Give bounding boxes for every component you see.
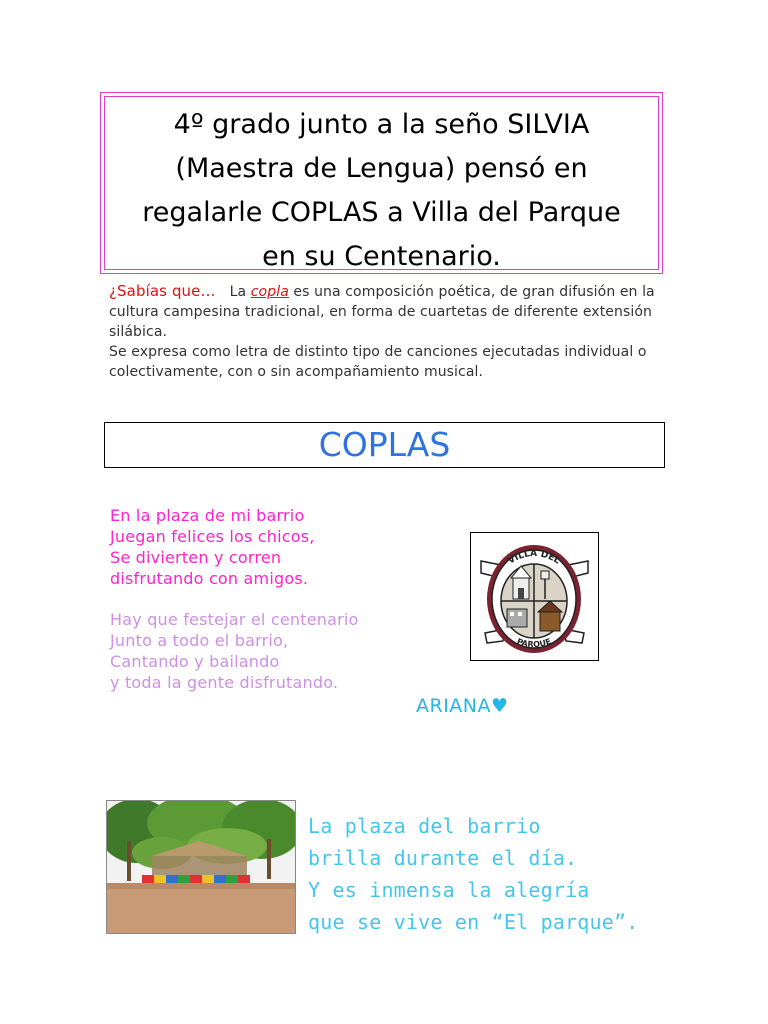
verse-line: brilla durante el día. (308, 846, 578, 870)
copla-1-stanza-1 (110, 505, 315, 589)
verse-line: Y es inmensa la alegría (308, 878, 590, 902)
intro-definition: es una composición poética, de gran difusión en la cultura campesina tradicional, en forma de cuartetas de diferente extensión silábica. (109, 284, 655, 340)
intro-lead: ¿Sabías que… (109, 282, 216, 300)
intro-second-paragraph: Se expresa como letra de distinto tipo de canciones ejecutadas individual o colectivamente, con o sin acompañamiento musical. (109, 344, 647, 380)
plaza-photo (106, 800, 296, 934)
title-line: 4º grado junto a la seño SILVIA (173, 109, 590, 140)
title-line: regalarle COPLAS a Villa del Parque (142, 197, 621, 228)
intro-before-term: La (229, 284, 251, 300)
copla-1-stanza-2 (110, 609, 359, 693)
verse-line: Hay que festejar el centenario (110, 610, 359, 629)
verse-line: Junto a todo el barrio, (110, 631, 289, 650)
verse-line: y toda la gente disfrutando. (110, 673, 339, 692)
intro-paragraph (109, 281, 669, 382)
title-box (100, 92, 663, 274)
verse-line: que se vive en “El parque”. (308, 910, 639, 934)
crest-emblem (471, 533, 598, 660)
intro-term-copla: copla (250, 284, 289, 300)
verse-line: Juegan felices los chicos, (110, 527, 315, 546)
verse-line: En la plaza de mi barrio (110, 506, 305, 525)
plaza-photo-illustration (107, 801, 295, 933)
verse-line: Se divierten y corren (110, 548, 282, 567)
title-line: en su Centenario. (262, 241, 501, 272)
villa-del-parque-crest-image (470, 532, 599, 661)
verse-line: disfrutando con amigos. (110, 569, 309, 588)
verse-line: Cantando y bailando (110, 652, 280, 671)
author-ariana: ARIANA♥ (416, 695, 509, 717)
title-line: (Maestra de Lengua) pensó en (175, 153, 588, 184)
crest-bottom-text: PARQUE (515, 636, 553, 650)
verse-line: La plaza del barrio (308, 814, 541, 838)
copla-2-stanza (308, 810, 639, 938)
page-title (101, 103, 662, 279)
crest-top-text: VILLA DEL (506, 548, 562, 567)
section-heading-coplas: COPLAS (104, 422, 665, 468)
